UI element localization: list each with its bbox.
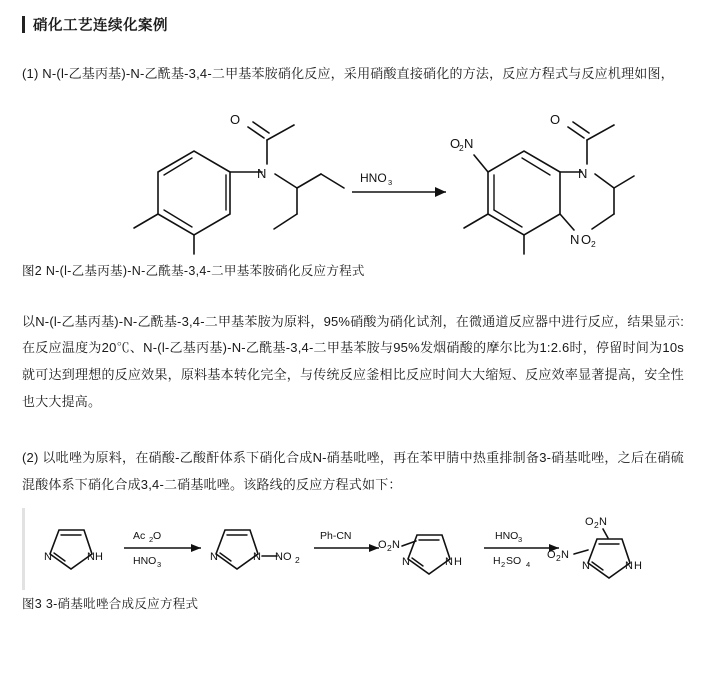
mol4-h-label: H xyxy=(634,560,642,573)
pyrazole-synthesis-svg xyxy=(29,508,679,590)
step3-below-tail: SO xyxy=(506,555,522,568)
step3-below-tail-sub: 4 xyxy=(526,560,531,570)
step3-above-label: HNO xyxy=(495,530,519,543)
mol1-n1-label: N xyxy=(44,551,52,564)
mol3-n1-label: N xyxy=(402,556,410,569)
mol3-o2n-n-label: N xyxy=(392,539,400,552)
mol2-no2-sub: 2 xyxy=(295,555,300,566)
reagent-hno3-sub: 3 xyxy=(388,177,393,187)
mol4-o2n-left-sub: 2 xyxy=(556,553,561,564)
step1-above-tail: O xyxy=(153,530,162,543)
step1-below-sub: 3 xyxy=(157,560,162,570)
nitration-reaction-svg xyxy=(22,102,642,257)
product-nitrogen-label: N xyxy=(578,165,588,181)
paragraph-2: 以N-(l-乙基丙基)-N-乙酰基-3,4-二甲基苯胺为原料，95%硝酸为硝化试剂，在微通道反应器中进行反应，结果显示:在反应温度为20℃、N-(l-乙基丙基)-N-乙酰基-3,4-二甲基苯胺与95%发烟硝酸的摩尔比为1:2.6时，停留时间为10s就可达到理想的反应效果，原料基本转化完全，与传统反应釜相比反应时间大大缩短、反应效率显著提高，安全性也大大提高。 xyxy=(22,313,685,409)
mol4-n1-label: N xyxy=(582,560,590,573)
paragraph-3: (2) 以吡唑为原料，在硝酸-乙酸酐体系下硝化合成N-硝基吡唑，再在苯甲腈中热重排制备3-硝基吡唑，之后在硝硫混酸体系下硝化合成3,4-二硝基吡唑。该路线的反应方程式如下： xyxy=(22,450,684,492)
mol1-h-label: H xyxy=(95,551,103,564)
page-title xyxy=(22,14,684,35)
mol4-n2-label: N xyxy=(625,560,633,573)
step3-above-sub: 3 xyxy=(518,535,523,545)
reactant-carbonyl-o-label: O xyxy=(230,111,241,127)
figure-3-caption: 图3 3-硝基吡唑合成反应方程式 xyxy=(22,597,199,612)
product-carbonyl-o-label: O xyxy=(550,111,561,127)
title-text: 硝化工艺连续化案例 xyxy=(33,18,168,34)
reagent-hno3-label: HNO xyxy=(360,170,387,185)
mol2-n1-label: N xyxy=(210,551,218,564)
step2-above-label: Ph-CN xyxy=(320,530,352,543)
figure-2-scheme xyxy=(22,102,684,257)
product-nitro-top-o-label: O xyxy=(450,135,461,151)
mol4-o2n-left-n-label: N xyxy=(561,549,569,562)
reactant-nitrogen-label: N xyxy=(257,165,267,181)
product-nitro-bottom-sub: 2 xyxy=(591,238,596,249)
mol4-o2n-left-o-label: O xyxy=(547,549,556,562)
spacer-2 xyxy=(22,423,684,445)
title-accent-bar xyxy=(22,16,25,33)
mol2-no2-label: NO xyxy=(275,551,292,564)
step3-below-sub: 2 xyxy=(501,560,506,570)
figure-2-caption: 图2 N-(l-乙基丙基)-N-乙酰基-3,4-二甲基苯胺硝化反应方程式 xyxy=(22,263,365,278)
mol4-no2-top-sub: 2 xyxy=(594,520,599,531)
mol3-o2n-o-label: O xyxy=(378,539,387,552)
step1-above-sub: 2 xyxy=(149,535,154,545)
product-nitro-top-n-label: N xyxy=(464,135,474,151)
mol3-n2-label: N xyxy=(445,556,453,569)
mol4-no2-top-n-label: N xyxy=(599,516,607,529)
paragraph-1: (1) N-(l-乙基丙基)-N-乙酰基-3,4-二甲基苯胺硝化反应，采用硝酸直接硝化的方法，反应方程式与反应机理如图， xyxy=(22,66,674,81)
step3-below-label: H xyxy=(493,555,501,568)
product-nitro-bottom-n-label: N xyxy=(570,231,580,247)
product-nitro-top-sub: 2 xyxy=(459,142,464,153)
spacer-1 xyxy=(22,279,684,309)
mol3-o2n-sub: 2 xyxy=(387,543,392,554)
mol2-n2-label: N xyxy=(253,551,261,564)
mol4-no2-top-o-label: O xyxy=(585,516,594,529)
mol1-n2-label: N xyxy=(87,551,95,564)
figure-3-scheme xyxy=(22,508,684,590)
product-nitro-bottom-o-label: O xyxy=(581,231,592,247)
mol3-h-label: H xyxy=(454,556,462,569)
step1-below-label: HNO xyxy=(133,555,157,568)
step1-above-label: Ac xyxy=(133,530,146,543)
